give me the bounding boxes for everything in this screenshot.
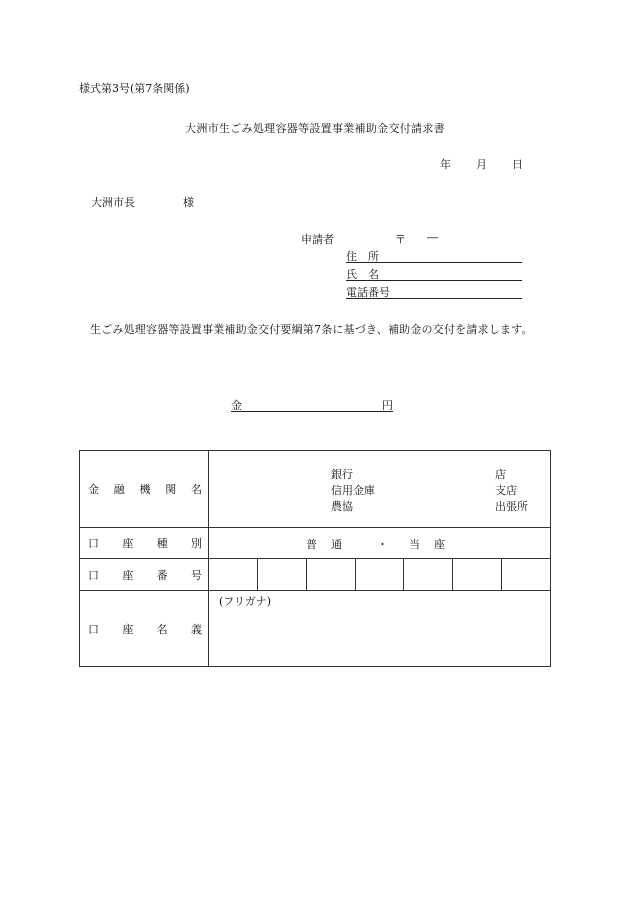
addressee-honorific: 様 bbox=[183, 196, 194, 209]
account-type-row bbox=[80, 528, 551, 559]
account-number-value-cell bbox=[209, 559, 551, 591]
account-type-label: 口 座 種 別 bbox=[88, 537, 202, 550]
account-type-current[interactable]: 当座 bbox=[409, 538, 459, 551]
form-number: 様式第3号(第7条関係) bbox=[79, 82, 190, 95]
account-digit-box[interactable] bbox=[258, 559, 307, 590]
account-digit-box[interactable] bbox=[356, 559, 405, 590]
addressee-mayor: 大洲市長 bbox=[91, 196, 135, 209]
postal-mark: 〒 bbox=[395, 233, 406, 246]
account-number-label: 口 座 番 号 bbox=[88, 568, 202, 582]
account-digit-box[interactable] bbox=[307, 559, 356, 590]
account-digit-box[interactable] bbox=[502, 559, 550, 590]
account-type-separator: ・ bbox=[377, 538, 388, 551]
phone-label: 電話番号 bbox=[346, 286, 390, 299]
furigana-label: (フリガナ) bbox=[219, 595, 272, 608]
account-digit-box[interactable] bbox=[453, 559, 502, 590]
bank-account-table bbox=[79, 450, 551, 667]
branch-types bbox=[495, 467, 528, 515]
institution-label-cell bbox=[80, 451, 209, 528]
institution-types bbox=[331, 467, 375, 515]
institution-type-agri-coop: 農協 bbox=[331, 500, 353, 513]
account-type-ordinary[interactable]: 普通 bbox=[306, 538, 356, 551]
account-holder-label-cell bbox=[80, 591, 209, 667]
account-number-digits bbox=[209, 559, 550, 590]
date-month: 月 bbox=[476, 158, 487, 171]
date-day: 日 bbox=[512, 158, 523, 171]
account-type-value-cell[interactable] bbox=[209, 528, 551, 559]
account-number-row bbox=[80, 559, 551, 591]
page-title: 大洲市生ごみ処理容器等設置事業補助金交付請求書 bbox=[185, 122, 445, 135]
institution-label: 金 融 機 関 名 bbox=[88, 483, 202, 496]
account-holder-row bbox=[80, 591, 551, 667]
postal-dash: ― bbox=[427, 231, 438, 244]
request-body-text: 生ごみ処理容器等設置事業補助金交付要綱第7条に基づき、補助金の交付を請求します。 bbox=[90, 323, 533, 336]
institution-type-credit-union: 信用金庫 bbox=[331, 484, 375, 497]
account-digit-box[interactable] bbox=[209, 559, 258, 590]
branch-type-sub-branch: 出張所 bbox=[495, 500, 528, 513]
account-type-label-cell bbox=[80, 528, 209, 559]
institution-value-cell[interactable] bbox=[209, 451, 551, 528]
amount-prefix: 金 bbox=[231, 399, 242, 412]
date-year: 年 bbox=[440, 158, 451, 171]
amount-suffix: 円 bbox=[382, 399, 393, 412]
account-digit-box[interactable] bbox=[404, 559, 453, 590]
address-label: 住 所 bbox=[346, 250, 379, 263]
applicant-label: 申請者 bbox=[301, 233, 334, 246]
phone-field[interactable] bbox=[346, 284, 522, 299]
account-holder-label: 口 座 名 義 bbox=[88, 622, 202, 636]
branch-type-store: 店 bbox=[495, 468, 506, 481]
account-holder-value-cell[interactable] bbox=[209, 591, 551, 667]
branch-type-branch: 支店 bbox=[495, 484, 517, 497]
account-number-label-cell bbox=[80, 559, 209, 591]
amount-field[interactable] bbox=[231, 397, 393, 412]
institution-type-bank: 銀行 bbox=[331, 468, 353, 481]
name-label: 氏 名 bbox=[346, 268, 379, 281]
address-field[interactable] bbox=[346, 248, 522, 263]
institution-row bbox=[80, 451, 551, 528]
name-field[interactable] bbox=[346, 266, 522, 281]
